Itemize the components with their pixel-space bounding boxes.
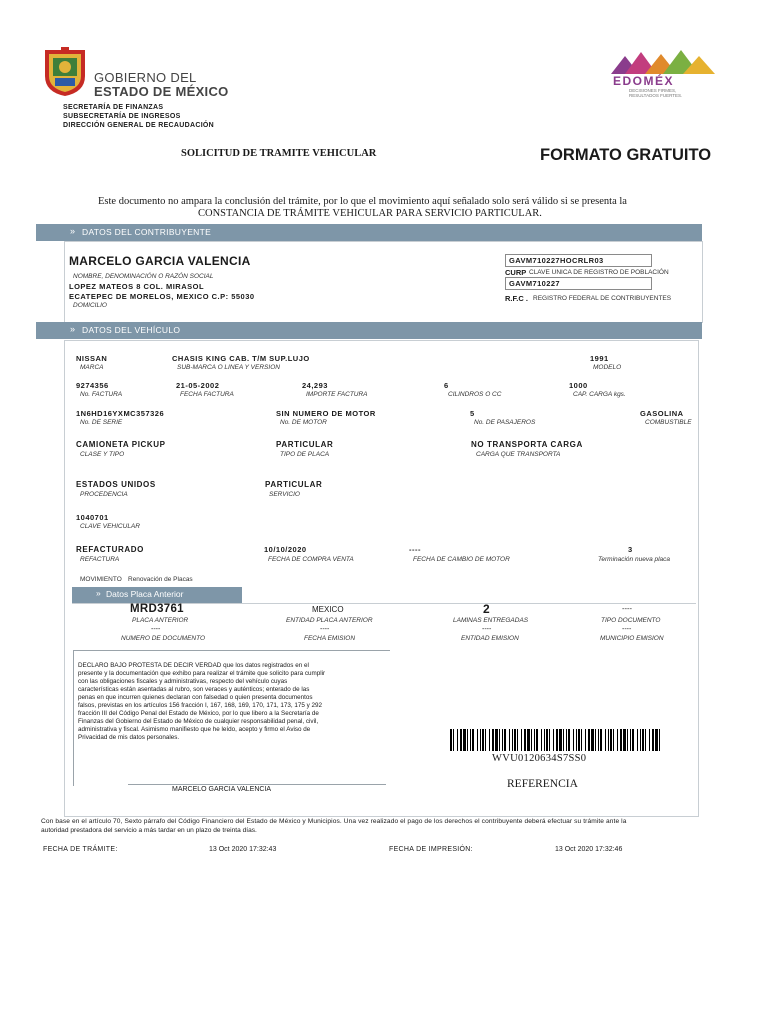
fecha-factura-caption: FECHA FACTURA (180, 391, 234, 398)
tipo-doc-value: ---- (622, 604, 632, 613)
submarca-caption: SUB-MARCA O LINEA Y VERSION (177, 364, 280, 371)
curp-field: GAVM710227HOCRLR03 (505, 254, 652, 267)
barcode-bar (623, 729, 626, 751)
barcode-bar (527, 729, 530, 751)
declaracion-text (78, 662, 384, 742)
combustible-caption: COMBUSTIBLE (645, 419, 692, 426)
modelo-caption: MODELO (593, 364, 622, 371)
address-line-2: ECATEPEC DE MORELOS, MEXICO C.P: 55030 (69, 292, 255, 301)
barcode-bar (477, 729, 478, 751)
barcode-bar (652, 729, 654, 751)
fecha-em-caption: FECHA EMISION (304, 635, 356, 642)
barcode-bar (576, 729, 577, 751)
barcode-bar (655, 729, 658, 751)
barcode-bar (453, 729, 454, 751)
ent-em-caption: ENTIDAD EMISION (461, 635, 519, 642)
barcode-bar (645, 729, 646, 751)
barcode-bar (605, 729, 606, 751)
taxpayer-name-caption: NOMBRE, DENOMINACIÓN O RAZÓN SOCIAL (73, 273, 214, 280)
num-doc-caption: NUMERO DE DOCUMENTO (121, 635, 206, 642)
fecha-impresion-label: FECHA DE IMPRESIÓN: (389, 846, 473, 853)
barcode-bar (504, 729, 506, 751)
barcode-bar (595, 729, 596, 751)
cilindros-caption: CILINDROS O CC (448, 391, 502, 398)
declaracion-line: DECLARO BAJO PROTESTA DE DECIR VERDAD que los datos registrados en el (78, 662, 309, 669)
barcode-bar (559, 729, 562, 751)
mun-em-value: ---- (622, 626, 632, 633)
terminacion-caption: Terminación nueva placa (598, 556, 671, 563)
section-placa-anterior (72, 587, 242, 603)
laminas-caption: LAMINAS ENTREGADAS (453, 617, 529, 624)
barcode-bar (492, 729, 494, 751)
marca-value: NISSAN (76, 354, 108, 363)
barcode-bar (553, 729, 554, 751)
barcode-bar (531, 729, 532, 751)
num-doc-value: ---- (151, 626, 161, 633)
barcode-bar (472, 729, 474, 751)
barcode-bar (566, 729, 567, 751)
motor-caption: No. DE MOTOR (280, 419, 327, 426)
edomex-brand: EDOMÉX (613, 74, 675, 88)
barcode-bar (588, 729, 590, 751)
barcode-bar (460, 729, 462, 751)
barcode-text: WVU0120634S7SS0 (492, 753, 587, 764)
motor-value: SIN NUMERO DE MOTOR (276, 409, 376, 418)
barcode-bar (489, 729, 490, 751)
clase-value: CAMIONETA PICKUP (76, 440, 166, 449)
carga-transp-value: NO TRANSPORTA CARGA (471, 440, 583, 449)
declaracion-line: penas en que incurren quienes declaran con falsedad o quien presenta documentos (78, 694, 313, 701)
barcode-bar (495, 729, 498, 751)
section-label: DATOS DEL CONTRIBUYENTE (82, 227, 212, 237)
address-caption: DOMICILIO (73, 302, 107, 309)
section-label: DATOS DEL VEHÍCULO (82, 325, 181, 335)
dept-line-2: SUBSECRETARÍA DE INGRESOS (63, 113, 181, 120)
barcode-bar (591, 729, 594, 751)
barcode-bar (659, 729, 660, 751)
barcode-bar (463, 729, 466, 751)
declaracion-line: administrativa y fiscal. Asimismo manifiesto que he leído, acepto y firmo el Aviso de (78, 726, 311, 733)
entidad-caption: ENTIDAD PLACA ANTERIOR (286, 617, 373, 624)
referencia-label: REFERENCIA (507, 778, 578, 790)
declaracion-line: con las obligaciones fiscales y administrativas, respecto del vehículo cuyas (78, 678, 288, 685)
double-arrow-icon: » (70, 324, 76, 334)
barcode-bar (637, 729, 638, 751)
barcode-bar (581, 729, 582, 751)
formato-gratuito: FORMATO GRATUITO (540, 146, 712, 164)
pasajeros-value: 5 (470, 409, 475, 418)
rfc-label: R.F.C . (505, 294, 528, 303)
refactura-value: REFACTURADO (76, 545, 144, 554)
mun-em-caption: MUNICIPIO EMISION (600, 635, 664, 642)
barcode-bar (485, 729, 486, 751)
declaracion-line: Privacidad de mis datos personales. (78, 734, 180, 741)
barcode-bar (556, 729, 558, 751)
barcode-bar (600, 729, 602, 751)
barcode-bar (509, 729, 510, 751)
taxpayer-name: MARCELO GARCIA VALENCIA (69, 254, 251, 268)
clave-caption: CLAVE VEHICULAR (80, 523, 140, 530)
barcode-bar (627, 729, 628, 751)
barcode-bar (549, 729, 550, 751)
barcode (450, 729, 664, 751)
barcode-bar (630, 729, 631, 751)
barcode-bar (568, 729, 570, 751)
declaracion-line: características están asentadas al rubro, son veraces y auténticos; enterado de las (78, 686, 310, 693)
section-vehiculo (36, 322, 702, 339)
barcode-bar (534, 729, 535, 751)
barcode-bar (610, 729, 612, 751)
fecha-factura-value: 21-05-2002 (176, 381, 220, 390)
procedencia-caption: PROCEDENCIA (80, 491, 128, 498)
factura-caption: No. FACTURA (80, 391, 123, 398)
movimiento-label: MOVIMIENTO (80, 576, 122, 583)
refactura-caption: REFACTURA (80, 556, 120, 563)
curp-label: CURP (505, 268, 527, 277)
barcode-bar (512, 729, 513, 751)
barcode-bar (450, 729, 452, 751)
firma-name: MARCELO GARCIA VALENCIA (172, 786, 272, 793)
page-title: SOLICITUD DE TRAMITE VEHICULAR (181, 148, 377, 159)
movimiento-value: Renovación de Placas (128, 576, 193, 583)
state-seal-logo (41, 46, 89, 98)
gov-title-1: GOBIERNO DEL (94, 70, 197, 85)
dept-line-1: SECRETARÍA DE FINANZAS (63, 104, 164, 111)
dept-line-3: DIRECCIÓN GENERAL DE RECAUDACIÓN (63, 122, 215, 129)
barcode-bar (620, 729, 622, 751)
notice-line-2: CONSTANCIA DE TRÁMITE VEHICULAR PARA SERVICIO PARTICULAR. (198, 208, 542, 219)
placa-tipo-caption: TIPO DE PLACA (280, 451, 330, 458)
marca-caption: MARCA (80, 364, 104, 371)
barcode-bar (457, 729, 458, 751)
clase-caption: CLASE Y TIPO (80, 451, 125, 458)
section-contribuyente (36, 224, 702, 241)
edomex-tagline-2: RESULTADOS FUERTES. (629, 93, 683, 98)
barcode-bar (514, 729, 516, 751)
section-label: Datos Placa Anterior (106, 589, 184, 599)
placa-anterior-caption: PLACA ANTERIOR (132, 617, 189, 624)
barcode-bar (649, 729, 650, 751)
barcode-bar (578, 729, 580, 751)
fecha-compra-value: 10/10/2020 (264, 545, 307, 554)
fecha-motor-value: ---- (409, 545, 421, 554)
fecha-em-value: ---- (320, 626, 330, 633)
barcode-bar (524, 729, 526, 751)
gov-title-2: ESTADO DE MÉXICO (94, 84, 229, 99)
firma-line (128, 784, 386, 785)
barcode-bar (536, 729, 538, 751)
carga-transp-caption: CARGA QUE TRANSPORTA (476, 451, 561, 458)
barcode-bar (613, 729, 614, 751)
barcode-bar (640, 729, 641, 751)
placa-tipo-value: PARTICULAR (276, 440, 334, 449)
footer-note-2: autoridad prestadora del servicio a más tardar en un plazo de treinta días. (41, 827, 257, 834)
barcode-bar (502, 729, 503, 751)
servicio-value: PARTICULAR (265, 480, 323, 489)
barcode-bar (544, 729, 545, 751)
barcode-bar (480, 729, 481, 751)
submarca-value: CHASIS KING CAB. T/M SUP.LUJO (172, 354, 310, 363)
combustible-value: GASOLINA (640, 409, 684, 418)
double-arrow-icon: » (96, 588, 101, 598)
barcode-bar (598, 729, 599, 751)
serie-caption: No. DE SERIE (80, 419, 123, 426)
declaracion-line: fracción III del Código Penal del Estado de México, por lo que libero a la Secretaría de (78, 710, 319, 717)
pasajeros-caption: No. DE PASAJEROS (474, 419, 536, 426)
fecha-motor-caption: FECHA DE CAMBIO DE MOTOR (413, 556, 510, 563)
servicio-caption: SERVICIO (269, 491, 300, 498)
address-line-1: LOPEZ MATEOS 8 COL. MIRASOL (69, 282, 205, 291)
barcode-bar (470, 729, 471, 751)
terminacion-value: 3 (628, 545, 633, 554)
carga-caption: CAP. CARGA kgs. (573, 391, 626, 398)
barcode-bar (541, 729, 542, 751)
factura-value: 9274356 (76, 381, 109, 390)
fecha-compra-caption: FECHA DE COMPRA VENTA (268, 556, 354, 563)
importe-value: 24,293 (302, 381, 328, 390)
procedencia-value: ESTADOS UNIDOS (76, 480, 156, 489)
edomex-tagline-1: DECISIONES FIRMES, (629, 88, 677, 93)
barcode-bar (632, 729, 634, 751)
barcode-bar (467, 729, 468, 751)
barcode-bar (617, 729, 618, 751)
barcode-bar (585, 729, 586, 751)
footer-note-1: Con base en el artículo 70, Sexto párrafo del Código Financiero del Estado de México y Municipios. Una vez realizado el pago de los derechos el contribuyente deberá efectuar su trámite ante la (41, 818, 627, 825)
laminas-value: 2 (483, 602, 490, 616)
double-arrow-icon: » (70, 226, 76, 236)
entidad-value: MEXICO (312, 605, 344, 614)
fecha-impresion-value: 13 Oct 2020 17:32:46 (555, 846, 623, 853)
rfc-field: GAVM710227 (505, 277, 652, 290)
barcode-bar (546, 729, 548, 751)
declaracion-line: presente y la documentación que exhibo para realizar el trámite que solicito para cumplir (78, 670, 326, 677)
placa-anterior-value: MRD3761 (130, 603, 184, 615)
barcode-bar (563, 729, 564, 751)
serie-value: 1N6HD16YXMC357326 (76, 409, 165, 418)
modelo-value: 1991 (590, 354, 609, 363)
tipo-doc-caption: TIPO DOCUMENTO (601, 617, 661, 624)
rfc-caption: REGISTRO FEDERAL DE CONTRIBUYENTES (533, 295, 672, 302)
notice-line-1: Este documento no ampara la conclusión del trámite, por lo que el movimiento aquí señalado solo será válido si se presenta la (98, 196, 627, 207)
fecha-tramite-label: FECHA DE TRÁMITE: (43, 846, 118, 853)
barcode-bar (482, 729, 484, 751)
importe-caption: IMPORTE FACTURA (306, 391, 368, 398)
clave-value: 1040701 (76, 513, 109, 522)
declaracion-line: falsos, previstas en los artículos 156 fracción I, 167, 168, 169, 170, 171, 173, 175 y 292 (78, 702, 322, 709)
fecha-tramite-value: 13 Oct 2020 17:32:43 (209, 846, 277, 853)
barcode-bar (517, 729, 518, 751)
curp-caption: CLAVE UNICA DE REGISTRO DE POBLACIÓN (529, 269, 669, 276)
declaracion-line: Finanzas del Gobierno del Estado de México de cualquier responsabilidad penal, civil, (78, 718, 319, 725)
barcode-bar (608, 729, 609, 751)
ent-em-value: ---- (482, 626, 492, 633)
cilindros-value: 6 (444, 381, 449, 390)
barcode-bar (573, 729, 574, 751)
carga-value: 1000 (569, 381, 588, 390)
barcode-bar (499, 729, 500, 751)
barcode-bar (642, 729, 644, 751)
barcode-bar (521, 729, 522, 751)
